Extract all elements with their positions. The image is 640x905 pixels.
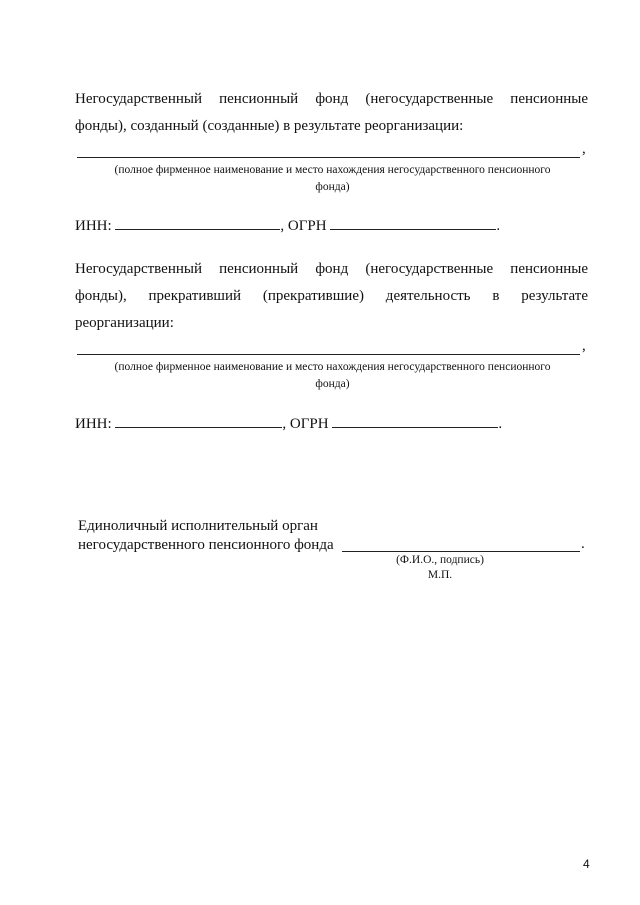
signatory-title-line-2: негосударственного пенсионного фонда [78, 537, 334, 553]
field-2-comma: , [582, 338, 586, 354]
signatory-title-line-1: Единоличный исполнительный орган [78, 518, 318, 534]
paragraph-2-line-1: Негосударственный пенсионный фонд (негосударственные пенсионные [75, 261, 588, 277]
row-2-period: . [498, 416, 503, 432]
paragraph-1-line-2: фонды), созданный (созданные) в результате реорганизации: [75, 118, 464, 134]
field-1-comma: , [582, 141, 586, 157]
signature-trail: . [581, 536, 585, 552]
paragraph-2-line-3: реорганизации: [75, 315, 174, 331]
inn-field-2[interactable] [115, 413, 282, 428]
inn-label-2: ИНН: [75, 416, 112, 432]
fund-name-field-2[interactable] [77, 354, 580, 355]
caption-1-line-1: (полное фирменное наименование и место нахождения негосударственного пенсионного [114, 164, 551, 176]
caption-1-line-2: фонда) [315, 181, 350, 193]
ogrn-field-1[interactable] [330, 215, 496, 230]
stamp-place-label: М.П. [427, 569, 453, 581]
fund-name-field-1[interactable] [77, 157, 580, 158]
ogrn-label-1: , ОГРН [280, 218, 327, 234]
signature-field[interactable] [342, 551, 580, 552]
caption-2-line-1: (полное фирменное наименование и место нахождения негосударственного пенсионного [114, 361, 551, 373]
inn-ogrn-row-1 [75, 215, 500, 235]
caption-2-line-2: фонда) [315, 378, 350, 390]
page-number: 4 [583, 857, 590, 871]
row-1-period: . [496, 218, 501, 234]
ogrn-label-2: , ОГРН [282, 416, 329, 432]
ogrn-field-2[interactable] [332, 413, 498, 428]
paragraph-1-line-1: Негосударственный пенсионный фонд (негосударственные пенсионные [75, 91, 588, 107]
paragraph-2-line-2: фонды), прекративший (прекратившие) деятельность в результате [75, 288, 588, 304]
inn-field-1[interactable] [115, 215, 280, 230]
fio-signature-caption: (Ф.И.О., подпись) [396, 554, 484, 566]
inn-ogrn-row-2 [75, 413, 502, 433]
inn-label-1: ИНН: [75, 218, 112, 234]
